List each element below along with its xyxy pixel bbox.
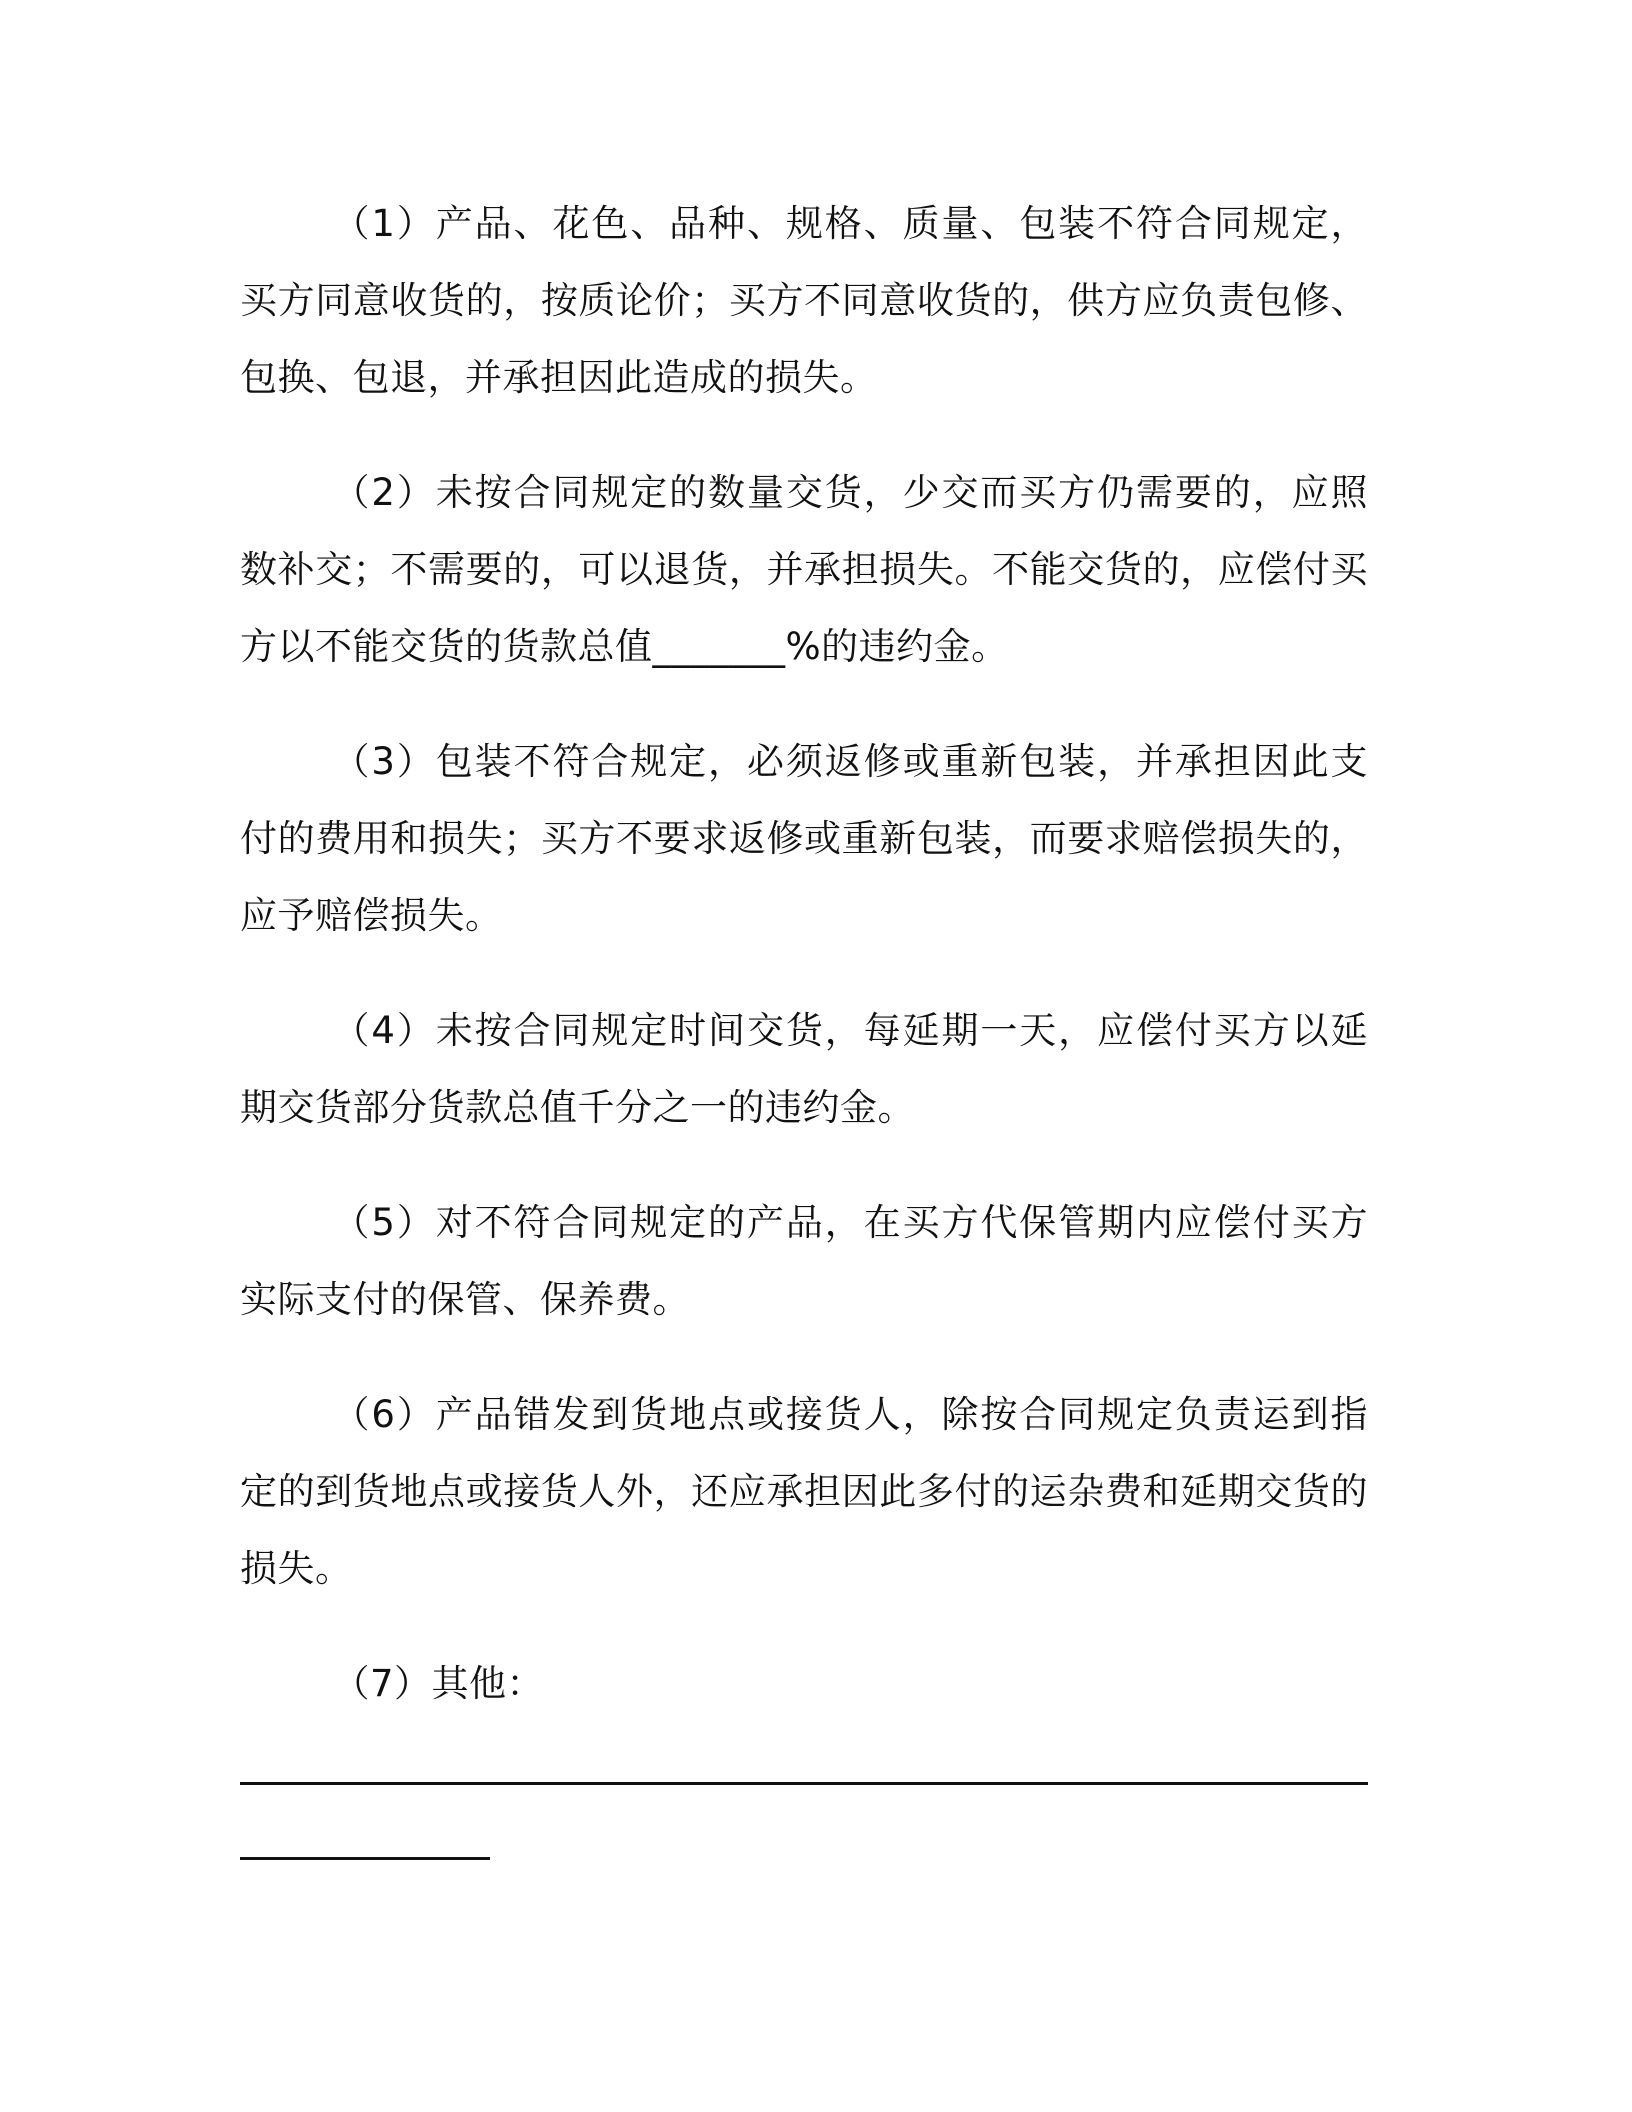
document-body xyxy=(240,185,1368,1860)
fill-in-blank-line xyxy=(240,1782,1368,1785)
clause-3: （3）包装不符合规定，必须返修或重新包装，并承担因此支付的费用和损失；买方不要求返修或重新包装，而要求赔偿损失的，应予赔偿损失。 xyxy=(240,740,1368,937)
clause-6: （6）产品错发到货地点或接货人，除按合同规定负责运到指定的到货地点或接货人外，还应承担因此多付的运杂费和延期交货的损失。 xyxy=(240,1393,1368,1590)
clause-1: （1）产品、花色、品种、规格、质量、包装不符合同规定，买方同意收货的，按质论价；买方不同意收货的，供方应负责包修、包换、包退，并承担因此造成的损失。 xyxy=(240,202,1368,399)
fill-in-blank-line-continued xyxy=(240,1857,490,1860)
clause-5: （5）对不符合同规定的产品，在买方代保管期内应偿付买方实际支付的保管、保养费。 xyxy=(240,1201,1368,1321)
clause-7: （7）其他： xyxy=(332,1662,545,1705)
clause-4: （4）未按合同规定时间交货，每延期一天，应偿付买方以延期交货部分货款总值千分之一的违约金。 xyxy=(240,1009,1368,1129)
clause-2: （2）未按合同规定的数量交货，少交而买方仍需要的，应照数补交；不需要的，可以退货，并承担损失。不能交货的，应偿付买方以不能交货的货款总值_______%的违约金。 xyxy=(240,471,1368,668)
